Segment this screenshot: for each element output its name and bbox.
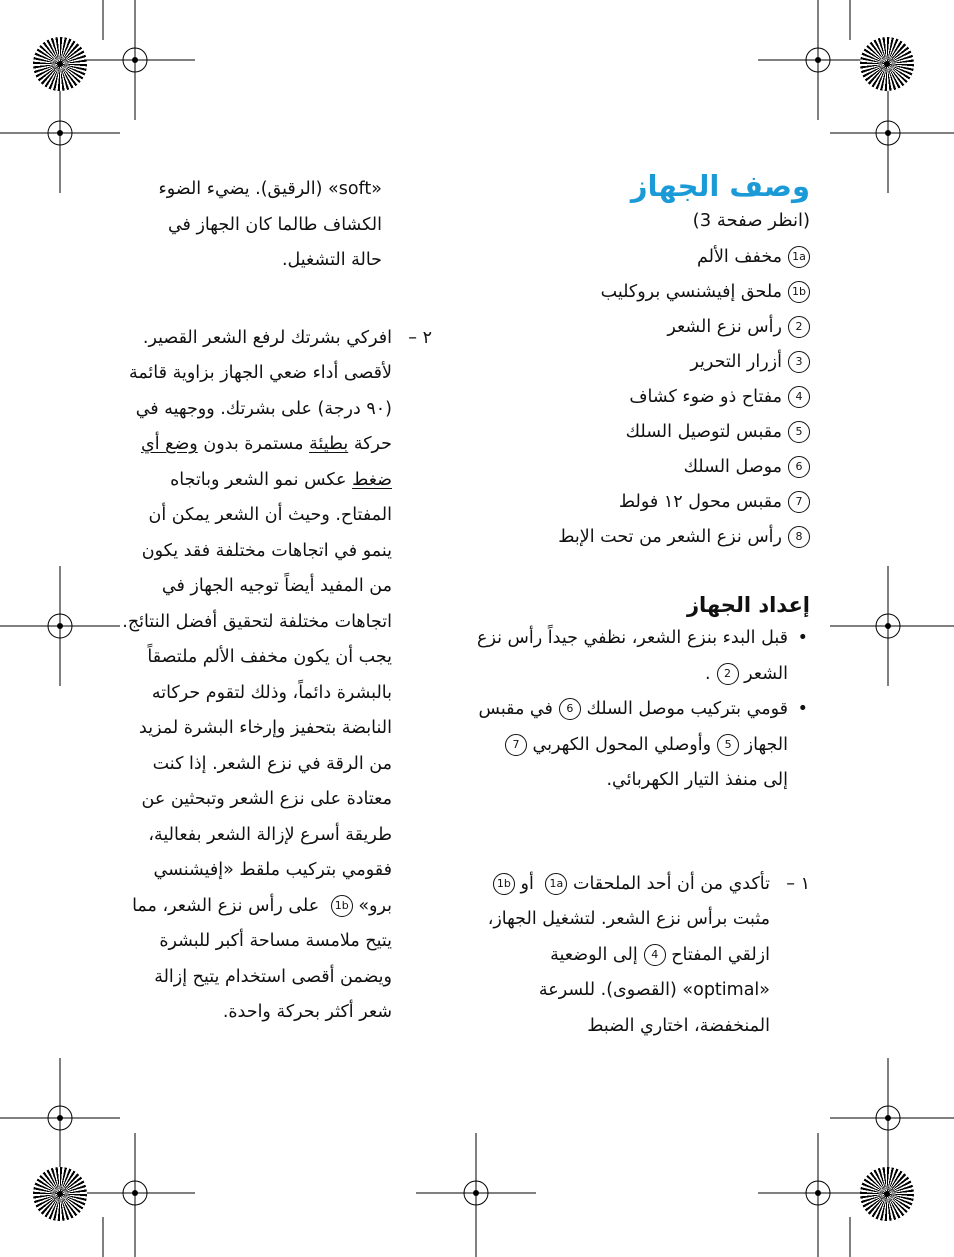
part-label: رأس نزع الشعر من تحت الإبط	[558, 527, 782, 547]
bullet-dot: •	[797, 628, 808, 648]
part-label: مقبس لتوصيل السلك	[625, 422, 782, 442]
step-text: تأكدي من أن أحد الملحقات	[572, 873, 770, 894]
step-text: عكس نمو الشعر وباتجاه المفتاح. وحيث أن الشعر يمكن أن ينمو في اتجاهات مختلفة فقد يكون من المفيد أيضاً توجيه الجهاز في اتجاهات مختلفة لتحقيق أفضل النتائج. يجب أن يكون مخفف الألم ملتصقاً بالبشرة دائماً، وذلك لتقوم حركاته النابضة بتحفيز وإرخاء البشرة لمزيد من الرقة في نزع الشعر. إذا كنت معتادة على نزع الشعر وتبحثين عن طريقة أسرع لإزالة الشعر بفعالية، فقومي بتركيب ملقط «إفيشنسي برو»	[122, 469, 392, 916]
bullet-text: في مقبس الجهاز	[478, 699, 788, 755]
ref-number: 7	[505, 734, 527, 756]
emphasis-underlined: وضع أي ضغط	[141, 434, 392, 490]
step-text: مثبت برأس نزع الشعر. لتشغيل الجهاز، ازلقي المفتاح	[487, 909, 770, 965]
step-1	[475, 867, 810, 1045]
step-text: أو	[520, 873, 534, 894]
part-label: أزرار التحرير	[690, 352, 782, 372]
part-number: 4	[788, 386, 810, 408]
registration-mark-top-4	[830, 73, 954, 193]
part-item	[475, 485, 810, 520]
part-number: 6	[788, 456, 810, 478]
step-text: على رأس نزع الشعر، مما يتيح ملامسة مساحة أكبر للبشرة ويضمن أقصى استخدام يتيح إزالة شعر أكثر بحركة واحدة.	[132, 895, 392, 1022]
step-text: إلى الوضعية «optimal» (القصوى). للسرعة المنخفضة، اختاري الضبط	[538, 944, 770, 1036]
part-item	[475, 310, 810, 345]
right-column	[475, 166, 810, 1044]
emphasis-underlined: بطيئة	[309, 434, 349, 454]
soft-setting-text: «soft» (الرقيق). يضيء الضوء الكشاف طالما كان الجهاز في حالة التشغيل.	[158, 179, 382, 270]
part-item	[475, 450, 810, 485]
color-rosette-top-right	[860, 37, 914, 91]
color-rosette-top-left	[33, 37, 87, 91]
part-item	[475, 520, 810, 555]
bullet-text: قومي بتركيب موصل السلك	[586, 699, 788, 719]
step-text: مستمرة بدون	[203, 434, 304, 454]
part-item	[475, 415, 810, 450]
registration-mark-mid-right	[830, 566, 954, 686]
part-number: 8	[788, 526, 810, 548]
part-label: مقبس محول ١٢ فولط	[618, 492, 782, 512]
part-number: 1a	[788, 246, 810, 268]
step-number: ٢ –	[408, 327, 432, 348]
see-page-note: (انظر صفحة 3)	[692, 210, 810, 231]
left-column	[122, 172, 432, 1031]
setup-bullet	[475, 621, 810, 692]
ref-number: 2	[717, 663, 739, 685]
ref-number: 1b	[331, 895, 353, 917]
part-item	[475, 380, 810, 415]
registration-mark-bottom-2	[830, 1058, 954, 1178]
part-number: 2	[788, 316, 810, 338]
section-title: وصف الجهاز	[630, 169, 810, 203]
part-number: 1b	[788, 281, 810, 303]
step-text: افركي بشرتك لرفع الشعر القصير. لأقصى أداء ضعي الجهاز بزاوية قائمة (٩٠ درجة) على بشرتك. ووجهيه في حركة	[128, 327, 392, 454]
part-label: مفتاح ذو ضوء كشاف	[629, 387, 782, 407]
ref-number: 6	[559, 698, 581, 720]
part-item	[475, 345, 810, 380]
ref-number: 1b	[493, 873, 515, 895]
parts-list	[475, 240, 810, 555]
part-number: 3	[788, 351, 810, 373]
bullet-text: إلى منفذ التيار الكهربائي.	[606, 770, 788, 790]
bullet-text: وأوصلي المحول الكهربي	[532, 734, 712, 755]
step-2	[122, 321, 432, 1031]
setup-title: إعداد الجهاز	[686, 593, 810, 617]
part-label: موصل السلك	[683, 457, 782, 477]
step-number: ١ –	[786, 873, 810, 894]
part-label: رأس نزع الشعر	[667, 317, 782, 337]
ref-number: 4	[644, 944, 666, 966]
setup-bullet	[478, 692, 810, 799]
part-item	[475, 240, 810, 275]
ref-number: 5	[717, 734, 739, 756]
part-item	[475, 275, 810, 310]
part-number: 5	[788, 421, 810, 443]
part-number: 7	[788, 491, 810, 513]
bullet-text: قبل البدء بنزع الشعر، نظفي جيداً رأس نزع الشعر	[477, 628, 788, 684]
color-rosette-bottom-right	[860, 1167, 914, 1221]
bullet-text: .	[704, 663, 711, 684]
ref-number: 1a	[545, 873, 567, 895]
part-label: مخفف الألم	[696, 247, 782, 267]
color-rosette-bottom-left	[33, 1167, 87, 1221]
bullet-dot: •	[797, 699, 808, 719]
part-label: ملحق إفيشنسي بروكليب	[600, 282, 782, 302]
